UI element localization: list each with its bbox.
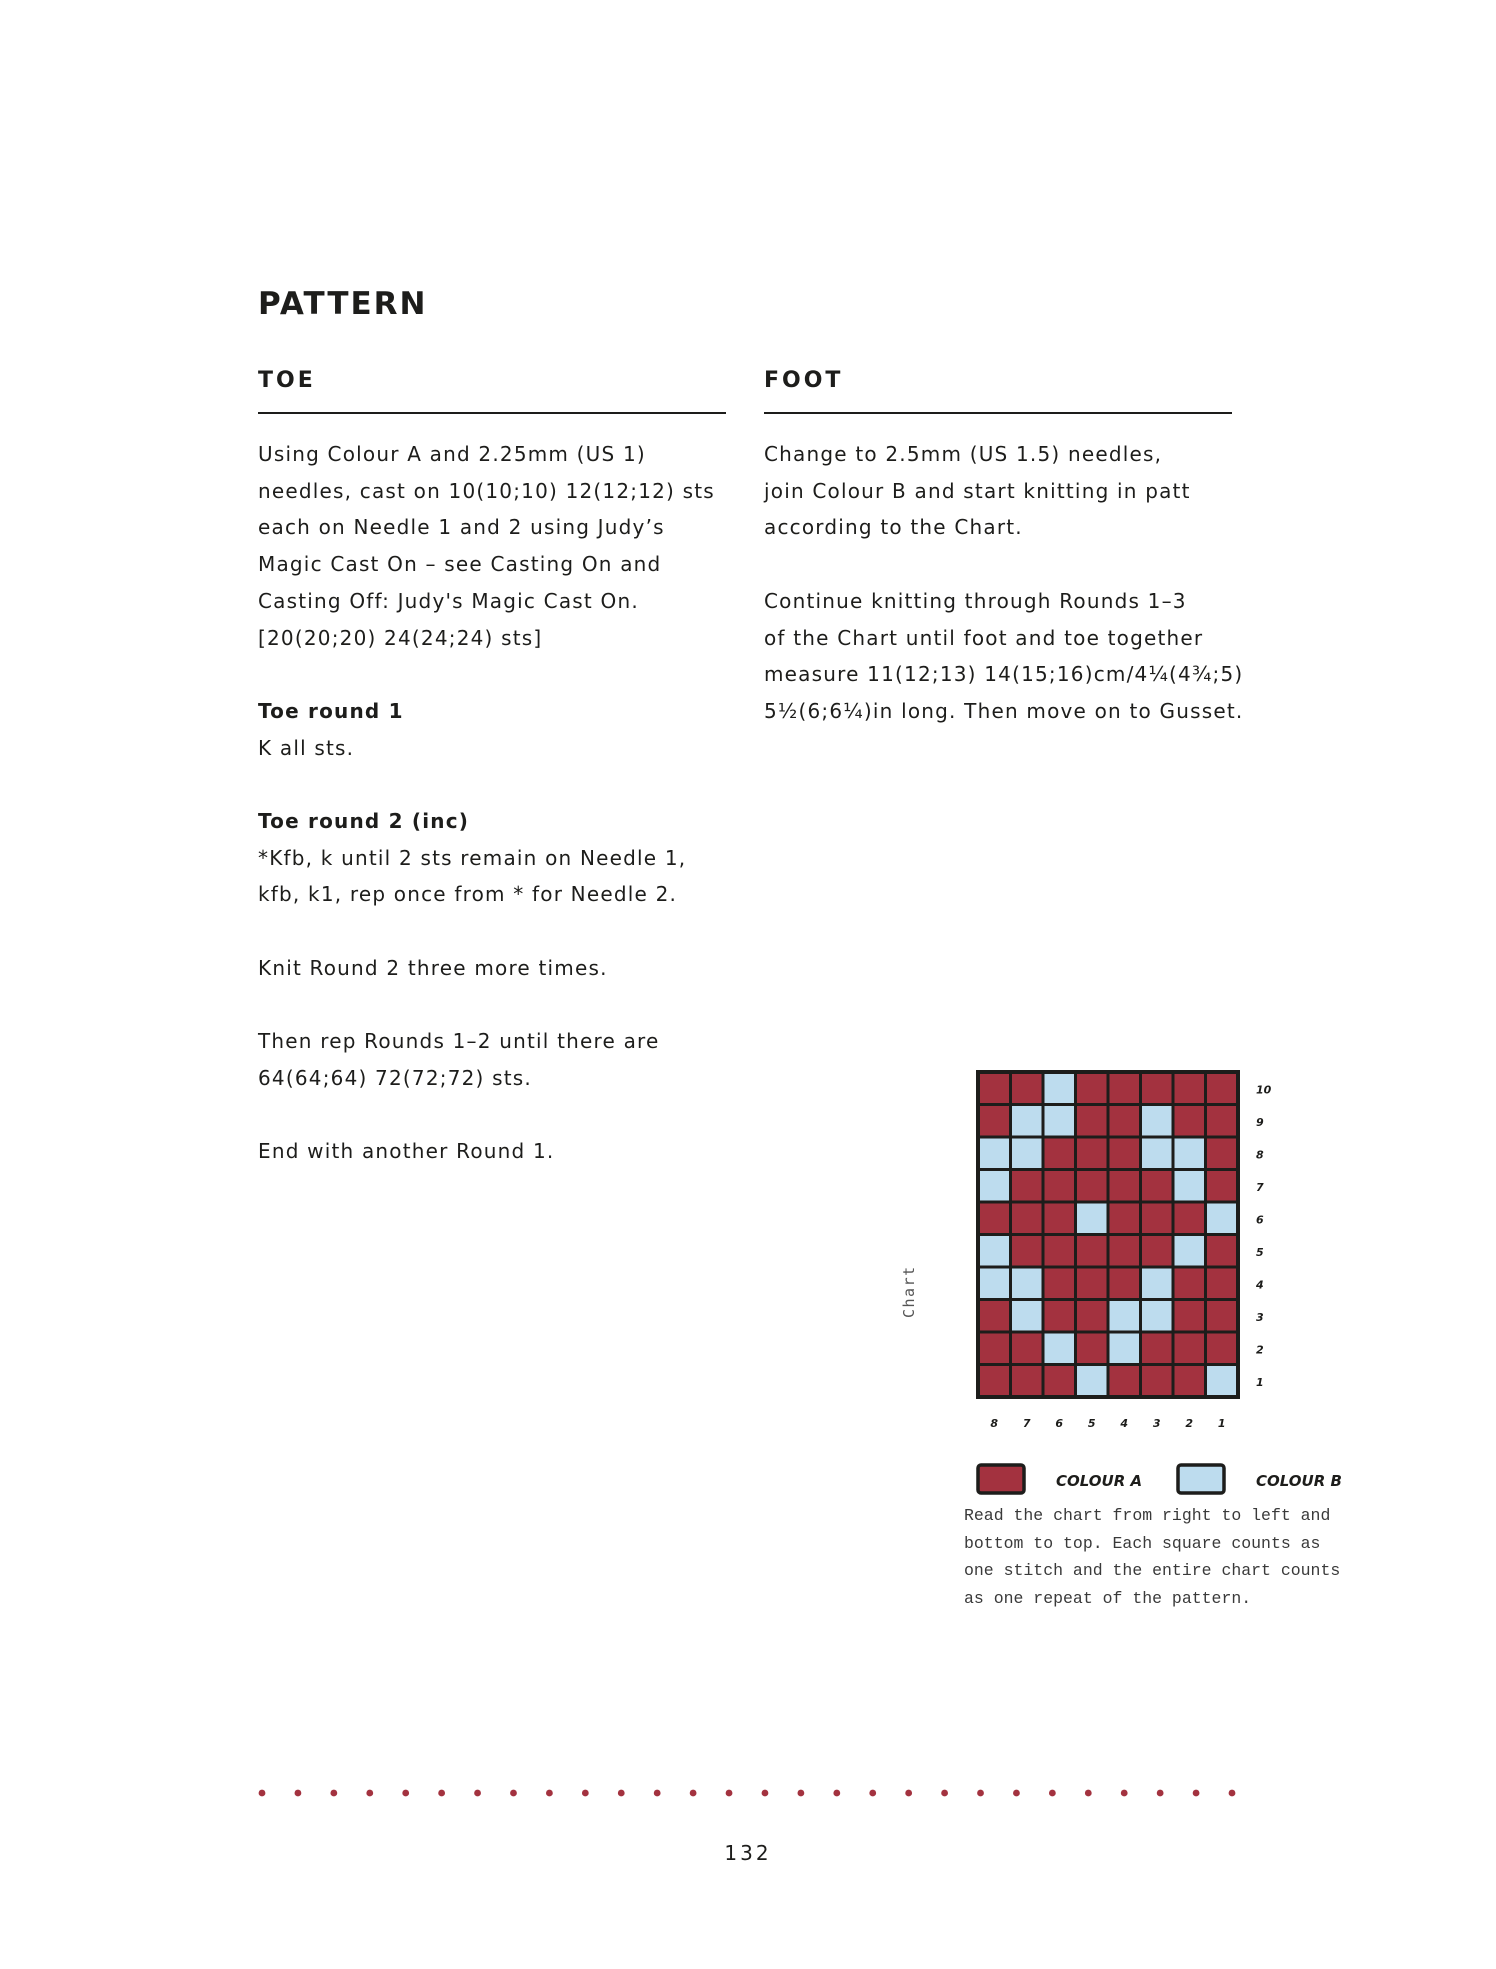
divider-dot bbox=[833, 1790, 840, 1797]
chart-cell-colour-b bbox=[1206, 1365, 1239, 1398]
page-number: 132 bbox=[724, 1841, 772, 1865]
divider-dot bbox=[474, 1790, 481, 1797]
chart-cell-colour-a bbox=[1076, 1267, 1109, 1300]
divider-dot bbox=[905, 1790, 912, 1797]
chart-column-label: 8 bbox=[990, 1417, 999, 1430]
chart-caption: Chart bbox=[900, 1265, 918, 1318]
toe-text-line: Knit Round 2 three more times. bbox=[258, 955, 608, 980]
chart-cell-colour-a bbox=[1141, 1202, 1174, 1235]
chart-cell-colour-a bbox=[1173, 1267, 1206, 1300]
toe-text-line: Using Colour A and 2.25mm (US 1) bbox=[258, 442, 646, 466]
chart-cell-colour-a bbox=[1108, 1202, 1141, 1235]
divider-dot bbox=[438, 1790, 445, 1797]
chart-cell-colour-a bbox=[978, 1105, 1011, 1138]
chart-cell-colour-b bbox=[1043, 1105, 1076, 1138]
chart-cell-colour-a bbox=[1076, 1072, 1109, 1105]
chart-column-label: 7 bbox=[1022, 1417, 1031, 1430]
toe-text-line: Casting Off: Judy's Magic Cast On. bbox=[258, 588, 639, 613]
divider-dot bbox=[726, 1790, 733, 1797]
legend-label: COLOUR A bbox=[1056, 1472, 1143, 1490]
legend-label: COLOUR B bbox=[1256, 1472, 1342, 1490]
legend-swatch-colour-b bbox=[1178, 1465, 1224, 1493]
chart-cell-colour-a bbox=[1108, 1170, 1141, 1203]
toe-paragraph bbox=[258, 950, 728, 987]
chart-row-label: 9 bbox=[1256, 1115, 1264, 1129]
divider-dot bbox=[259, 1790, 266, 1797]
chart-cell-colour-a bbox=[1173, 1332, 1206, 1365]
chart-row-label: 7 bbox=[1256, 1180, 1264, 1194]
chart-cell-colour-a bbox=[1076, 1300, 1109, 1333]
chart-cell-colour-a bbox=[1173, 1300, 1206, 1333]
chart-cell-colour-a bbox=[1043, 1365, 1076, 1398]
divider-dot bbox=[510, 1790, 517, 1797]
chart-cell-colour-a bbox=[1011, 1332, 1044, 1365]
divider-dot bbox=[546, 1790, 553, 1797]
decorative-dot-divider bbox=[258, 1784, 1238, 1796]
divider-dot bbox=[1085, 1790, 1092, 1797]
toe-heading: TOE bbox=[258, 368, 316, 393]
colourwork-chart bbox=[900, 1060, 1342, 1490]
chart-cell-colour-a bbox=[1206, 1300, 1239, 1333]
toe-paragraph bbox=[258, 693, 728, 766]
toe-text-line: K all sts. bbox=[258, 735, 355, 760]
chart-cell-colour-b bbox=[1011, 1105, 1044, 1138]
divider-dot bbox=[295, 1790, 302, 1797]
chart-cell-colour-b bbox=[1141, 1300, 1174, 1333]
divider-dot bbox=[869, 1790, 876, 1797]
chart-cell-colour-a bbox=[1043, 1170, 1076, 1203]
chart-cell-colour-b bbox=[1173, 1235, 1206, 1268]
divider-dot bbox=[618, 1790, 625, 1797]
chart-cell-colour-a bbox=[1141, 1332, 1174, 1365]
foot-text-line: measure 11(12;13) 14(15;16)cm/4¼(4¾;5) bbox=[764, 662, 1244, 687]
chart-cell-colour-a bbox=[1011, 1235, 1044, 1268]
toe-text-line: Magic Cast On – see Casting On and bbox=[258, 552, 662, 577]
chart-cell-colour-b bbox=[978, 1267, 1011, 1300]
chart-svg bbox=[900, 1060, 1342, 1490]
divider-dot bbox=[977, 1790, 984, 1797]
chart-row-label: 2 bbox=[1256, 1343, 1264, 1357]
chart-cell-colour-b bbox=[1076, 1202, 1109, 1235]
chart-cell-colour-a bbox=[1108, 1235, 1141, 1268]
chart-cell-colour-a bbox=[1043, 1137, 1076, 1170]
chart-row-label: 3 bbox=[1256, 1310, 1264, 1324]
chart-cell-colour-b bbox=[1173, 1137, 1206, 1170]
chart-cell-colour-b bbox=[978, 1235, 1011, 1268]
chart-cell-colour-a bbox=[1206, 1072, 1239, 1105]
foot-text-line: according to the Chart. bbox=[764, 515, 1023, 540]
divider-dot bbox=[941, 1790, 948, 1797]
chart-cell-colour-a bbox=[978, 1202, 1011, 1235]
foot-text-line: Continue knitting through Rounds 1–3 bbox=[764, 588, 1187, 613]
foot-section bbox=[764, 368, 1244, 766]
chart-column-label: 5 bbox=[1087, 1417, 1096, 1430]
chart-cell-colour-a bbox=[1141, 1072, 1174, 1105]
chart-row-label: 5 bbox=[1256, 1245, 1264, 1259]
chart-cell-colour-a bbox=[1108, 1137, 1141, 1170]
toe-text-line: *Kfb, k until 2 sts remain on Needle 1, bbox=[258, 845, 687, 870]
chart-cell-colour-a bbox=[1206, 1137, 1239, 1170]
chart-cell-colour-a bbox=[1043, 1235, 1076, 1268]
foot-text-line: 5½(6;6¼)in long. Then move on to Gusset. bbox=[764, 698, 1244, 723]
toe-subheading: Toe round 1 bbox=[258, 698, 404, 723]
chart-cell-colour-a bbox=[1108, 1365, 1141, 1398]
toe-text-line: needles, cast on 10(10;10) 12(12;12) sts bbox=[258, 478, 715, 503]
divider-dot bbox=[402, 1790, 409, 1797]
chart-cell-colour-b bbox=[1011, 1300, 1044, 1333]
dots-svg bbox=[258, 1787, 1238, 1799]
chart-cell-colour-a bbox=[1076, 1170, 1109, 1203]
divider-dot bbox=[582, 1790, 589, 1797]
divider-dot bbox=[1157, 1790, 1164, 1797]
chart-cell-colour-a bbox=[1076, 1105, 1109, 1138]
chart-cell-colour-a bbox=[1141, 1365, 1174, 1398]
chart-row-label: 4 bbox=[1256, 1278, 1264, 1292]
toe-text-line: End with another Round 1. bbox=[258, 1139, 555, 1164]
chart-cell-colour-a bbox=[1173, 1105, 1206, 1138]
divider-dot bbox=[797, 1790, 804, 1797]
foot-instructions bbox=[764, 436, 1244, 730]
foot-heading: FOOT bbox=[764, 368, 844, 393]
chart-cell-colour-a bbox=[1076, 1332, 1109, 1365]
chart-cell-colour-b bbox=[1043, 1332, 1076, 1365]
chart-cell-colour-b bbox=[1141, 1105, 1174, 1138]
chart-cell-colour-a bbox=[978, 1072, 1011, 1105]
foot-paragraph bbox=[764, 583, 1244, 730]
chart-cell-colour-b bbox=[978, 1137, 1011, 1170]
chart-cell-colour-b bbox=[1141, 1137, 1174, 1170]
chart-cell-colour-a bbox=[1108, 1105, 1141, 1138]
chart-cell-colour-a bbox=[1011, 1365, 1044, 1398]
chart-row-label: 6 bbox=[1256, 1213, 1264, 1227]
chart-cell-colour-b bbox=[1011, 1267, 1044, 1300]
chart-cell-colour-a bbox=[1076, 1137, 1109, 1170]
toe-heading-rule bbox=[258, 412, 726, 414]
chart-cell-colour-a bbox=[1011, 1202, 1044, 1235]
chart-cell-colour-b bbox=[1108, 1332, 1141, 1365]
chart-cell-colour-a bbox=[1206, 1332, 1239, 1365]
chart-cell-colour-a bbox=[1206, 1170, 1239, 1203]
divider-dot bbox=[330, 1790, 337, 1797]
chart-cell-colour-b bbox=[1141, 1267, 1174, 1300]
chart-cell-colour-a bbox=[1011, 1170, 1044, 1203]
chart-cell-colour-a bbox=[1108, 1267, 1141, 1300]
toe-instructions bbox=[258, 436, 728, 1170]
toe-text-line: 64(64;64) 72(72;72) sts. bbox=[258, 1065, 532, 1090]
divider-dot bbox=[1121, 1790, 1128, 1797]
chart-row-label: 10 bbox=[1256, 1083, 1272, 1097]
chart-column-label: 3 bbox=[1152, 1417, 1161, 1430]
chart-cell-colour-a bbox=[1043, 1267, 1076, 1300]
divider-dot bbox=[1193, 1790, 1200, 1797]
toe-paragraph bbox=[258, 436, 728, 656]
chart-cell-colour-a bbox=[1043, 1300, 1076, 1333]
chart-cell-colour-a bbox=[1141, 1170, 1174, 1203]
toe-subheading: Toe round 2 (inc) bbox=[258, 809, 470, 833]
toe-paragraph bbox=[258, 1023, 728, 1096]
chart-cell-colour-a bbox=[1108, 1072, 1141, 1105]
legend-swatch-colour-a bbox=[978, 1465, 1024, 1493]
foot-text-line: join Colour B and start knitting in patt bbox=[764, 478, 1191, 503]
divider-dot bbox=[654, 1790, 661, 1797]
chart-column-label: 6 bbox=[1055, 1417, 1064, 1430]
toe-text-line: [20(20;20) 24(24;24) sts] bbox=[258, 625, 543, 650]
divider-dot bbox=[690, 1790, 697, 1797]
toe-paragraph bbox=[258, 1133, 728, 1170]
chart-reading-note: Read the chart from right to left and bottom to top. Each square counts as one stitch and the entire chart counts as one repeat of the pattern. bbox=[964, 1506, 1341, 1608]
divider-dot bbox=[1229, 1790, 1236, 1797]
chart-cell-colour-b bbox=[978, 1170, 1011, 1203]
chart-cell-colour-a bbox=[1173, 1365, 1206, 1398]
chart-cell-colour-b bbox=[1206, 1202, 1239, 1235]
chart-column-label: 1 bbox=[1217, 1417, 1226, 1430]
divider-dot bbox=[1049, 1790, 1056, 1797]
chart-cell-colour-b bbox=[1043, 1072, 1076, 1105]
toe-paragraph bbox=[258, 803, 728, 913]
chart-cell-colour-a bbox=[1206, 1105, 1239, 1138]
divider-dot bbox=[366, 1790, 373, 1797]
chart-cell-colour-a bbox=[978, 1300, 1011, 1333]
toe-section bbox=[258, 368, 728, 1207]
chart-cell-colour-b bbox=[1108, 1300, 1141, 1333]
chart-cell-colour-a bbox=[1141, 1235, 1174, 1268]
foot-text-line: of the Chart until foot and toe together bbox=[764, 625, 1204, 650]
chart-cell-colour-a bbox=[1206, 1267, 1239, 1300]
chart-cell-colour-b bbox=[1011, 1137, 1044, 1170]
foot-paragraph bbox=[764, 436, 1234, 546]
divider-dot bbox=[762, 1790, 769, 1797]
chart-cell-colour-a bbox=[1173, 1202, 1206, 1235]
toe-text-line: each on Needle 1 and 2 using Judy’s bbox=[258, 515, 665, 540]
foot-text-line: Change to 2.5mm (US 1.5) needles, bbox=[764, 442, 1163, 466]
divider-dot bbox=[1013, 1790, 1020, 1797]
toe-text-line: Then rep Rounds 1–2 until there are bbox=[258, 1029, 660, 1054]
chart-cell-colour-a bbox=[1043, 1202, 1076, 1235]
chart-cell-colour-a bbox=[1011, 1072, 1044, 1105]
page-title: PATTERN bbox=[258, 286, 428, 322]
toe-text-line: kfb, k1, rep once from * for Needle 2. bbox=[258, 882, 678, 907]
chart-row-label: 8 bbox=[1256, 1148, 1264, 1162]
chart-row-label: 1 bbox=[1256, 1375, 1264, 1389]
chart-cell-colour-a bbox=[1173, 1072, 1206, 1105]
chart-column-label: 2 bbox=[1185, 1417, 1194, 1430]
chart-cell-colour-a bbox=[978, 1365, 1011, 1398]
chart-cell-colour-b bbox=[1076, 1365, 1109, 1398]
foot-heading-rule bbox=[764, 412, 1232, 414]
chart-column-label: 4 bbox=[1120, 1417, 1129, 1430]
chart-cell-colour-b bbox=[1173, 1170, 1206, 1203]
chart-cell-colour-a bbox=[1206, 1235, 1239, 1268]
chart-cell-colour-a bbox=[978, 1332, 1011, 1365]
chart-cell-colour-a bbox=[1076, 1235, 1109, 1268]
